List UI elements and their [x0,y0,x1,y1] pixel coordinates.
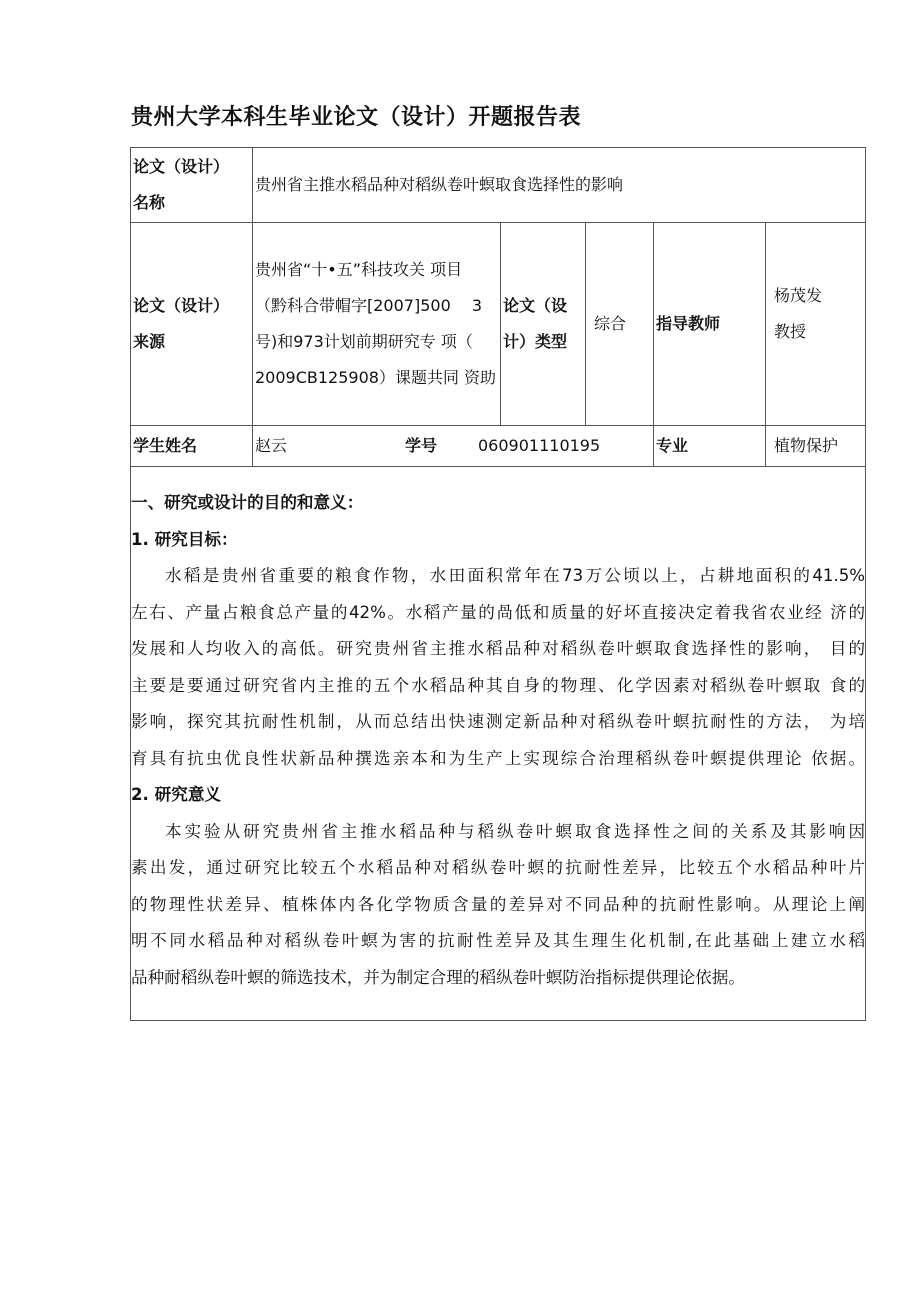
section-heading: 一、研究或设计的目的和意义： [131,493,364,512]
thesis-type-value: 综合 [586,223,654,426]
purpose-section [131,467,866,1021]
thesis-type-label: 论文（设 计）类型 [501,223,586,426]
thesis-source-label: 论文（设计） 来源 [131,223,253,426]
advisor-value: 杨茂发 教授 [766,223,866,426]
thesis-source-value: 贵州省“十•五”科技攻关 项目 （黔科合带帽字[2007]500 3 号)和973计划前期研究专 项（ 2009CB125908）课题共同 资助 [253,223,501,426]
significance-paragraph: 本实验从研究贵州省主推水稻品种与稻纵卷叶螟取食选择性之间的关系及其影响因 素出发，通过研究比较五个水稻品种对稻纵卷叶螟的抗耐性差异，比较五个水稻品种叶片 的物理性状差异、植株体内各化学物质含量的差异对不同品种的抗耐性影响。从理论上阐 明不同水稻品种对稻纵卷叶螟为害的抗耐性差异及其生理生化机制,在此基础上建立水稻 品种耐稻纵卷叶螟的筛选技术，并为制定合理的稻纵卷叶螟防治指标提供理论依据。 [131,821,866,987]
page-title: 贵州大学本科生毕业论文（设计）开题报告表 [131,105,582,130]
student-id-label: 学号 [405,436,438,455]
subsection-heading-goal: 1. 研究目标： [131,529,238,549]
major-value: 植物保护 [766,426,866,467]
thesis-name-value: 贵州省主推水稻品种对稻纵卷叶螟取食选择性的影响 [253,148,866,223]
thesis-name-label: 论文（设计） 名称 [131,148,253,223]
table-row-body [131,467,866,1021]
table-row-source [131,223,866,426]
student-name-label: 学生姓名 [131,426,253,467]
student-name-value: 赵云 [255,436,288,455]
table-row-title [131,148,866,223]
goal-paragraph: 水稻是贵州省重要的粮食作物，水田面积常年在73万公顷以上，占耕地面积的41.5% 左右、产量占粮食总产量的42%。水稻产量的咼低和质量的好坏直接决定着我省农业经 济的 发展和人均收入的高低。研究贵州省主推水稻品种对稻纵卷叶螟取食选择性的影响， 目的 主要是要通过研究省内主推的五个水稻品种其自身的物理、化学因素对稻纵卷叶螟取 食的 影响，探究其抗耐性机制，从而总结出快速测定新品种对稻纵卷叶螟抗耐性的方法， 为培 育具有抗虫优良性状新品种撰选亲本和为生产上实现综合治理稻纵卷叶螟提供理论 依据。 [131,566,866,768]
student-info [253,426,654,467]
major-label: 专业 [654,426,766,467]
advisor-label: 指导教师 [654,223,766,426]
table-row-student [131,426,866,467]
proposal-table [130,147,866,1021]
subsection-heading-significance: 2. 研究意义 [131,785,222,804]
student-id-value: 060901110195 [478,436,601,455]
